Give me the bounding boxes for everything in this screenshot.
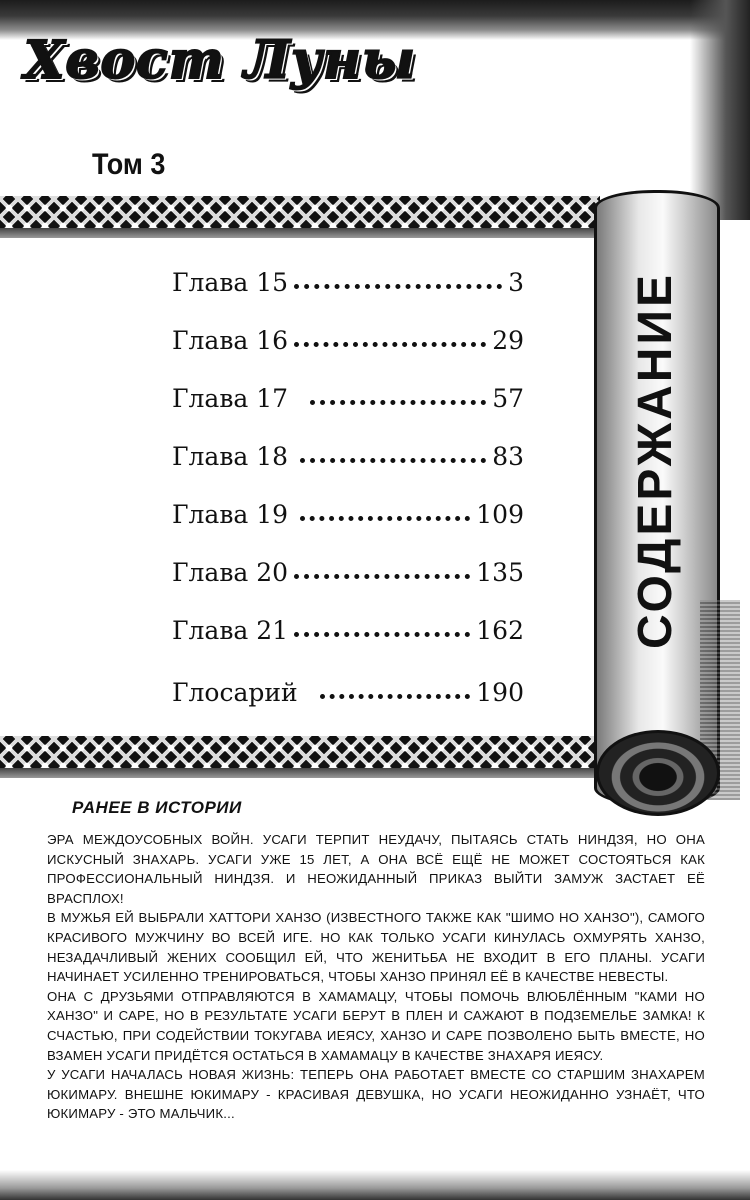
story-paragraph: ЭРА МЕЖДОУСОБНЫХ ВОЙН. УСАГИ ТЕРПИТ НЕУДАЧУ, ПЫТАЯСЬ СТАТЬ НИНДЗЯ, НО ОНА ИСКУСНЫЙ ЗНАХАРЬ. УСАГИ УЖЕ 15 ЛЕТ, А ОНА ВСЁ ЕЩЁ НЕ МОЖЕТ СОСТОЯТЬСЯ КАК ПРОФЕССИОНАЛЬНЫЙ НИНДЗЯ. И НЕОЖИДАННЫЙ ПРИКАЗ ВЫЙТИ ЗАМУЖ ЗАСТАЕТ ЕЁ ВРАСПЛОХ! [47, 832, 705, 906]
toc-page-number: 109 [476, 499, 524, 529]
corner-texture [690, 0, 750, 220]
story-paragraph: У УСАГИ НАЧАЛАСЬ НОВАЯ ЖИЗНЬ: ТЕПЕРЬ ОНА РАБОТАЕТ ВМЕСТЕ СО СТАРШИМ ЗНАХАРЕМ ЮКИМАРУ. ВНЕШНЕ ЮКИМАРУ - КРАСИВАЯ ДЕВУШКА, НО УСАГИ НЕОЖИДАННО УЗНАЁТ, ЧТО ЮКИМАРУ - ЭТО МАЛЬЧИК... [47, 1067, 705, 1122]
series-title: Хвост Луны [24, 30, 416, 91]
toc-page-number: 83 [492, 441, 524, 471]
toc-row-chapter-15[interactable] [172, 262, 524, 302]
toc-leader-dots [300, 458, 486, 463]
toc-row-chapter-17[interactable] [172, 378, 524, 418]
toc-page-number: 135 [476, 557, 524, 587]
toc-leader-dots [300, 516, 470, 521]
toc-label: Глава 17 [172, 383, 289, 413]
volume-number: Том 3 [92, 148, 166, 181]
toc-leader-dots [320, 694, 471, 699]
toc-row-chapter-20[interactable] [172, 552, 524, 592]
toc-row-chapter-21[interactable] [172, 610, 524, 650]
toc-heading [620, 270, 690, 650]
toc-heading-text: СОДЕРЖАНИЕ [628, 271, 682, 649]
toc-row-chapter-18[interactable] [172, 436, 524, 476]
toc-label: Глосарий [172, 677, 298, 707]
story-heading: РАНЕЕ В ИСТОРИИ [72, 798, 242, 817]
toc-page-number: 190 [476, 677, 524, 707]
scroll-roll-end [596, 730, 720, 816]
toc-page-number: 57 [492, 383, 524, 413]
toc-label: Глава 18 [172, 441, 289, 471]
toc-row-chapter-19[interactable] [172, 494, 524, 534]
toc-row-glossary[interactable] [172, 672, 524, 712]
toc-label: Глава 16 [172, 325, 289, 355]
toc-label: Глава 20 [172, 557, 289, 587]
toc-leader-dots [310, 400, 486, 405]
toc-row-chapter-16[interactable] [172, 320, 524, 360]
toc-label: Глава 19 [172, 499, 289, 529]
toc-page-number: 3 [508, 267, 524, 297]
toc-label: Глава 21 [172, 615, 289, 645]
ornament-band-top [0, 196, 600, 238]
bottom-border-texture [0, 1170, 750, 1200]
story-paragraph: В МУЖЬЯ ЕЙ ВЫБРАЛИ ХАТТОРИ ХАНЗО (ИЗВЕСТНОГО ТАКЖЕ КАК "ШИМО НО ХАНЗО"), САМОГО КРАСИВОГО МУЖЧИНУ ВО ВСЕЙ ИГЕ. НО КАК ТОЛЬКО УСАГИ КИНУЛАСЬ ОХМУРЯТЬ ХАНЗО, НЕЗАДАЧЛИВЫЙ ЖЕНИХ СООБЩИЛ ЕЙ, ЧТО ЖЕНИТЬБА НЕ ВХОДИТ В ЕГО ПЛАНЫ. УСАГИ НАЧИНАЕТ УСИЛЕННО ТРЕНИРОВАТЬСЯ, ЧТОБЫ ХАНЗО ПРИНЯЛ ЕЁ В КАЧЕСТВЕ НЕВЕСТЫ. [47, 910, 705, 985]
story-paragraph: ОНА С ДРУЗЬЯМИ ОТПРАВЛЯЮТСЯ В ХАМАМАЦУ, ЧТОБЫ ПОМОЧЬ ВЛЮБЛЁННЫМ "КАМИ НО ХАНЗО" И САРЕ, НО В РЕЗУЛЬТАТЕ УСАГИ БЕРУТ В ПЛЕН И САЖАЮТ В ПОДЗЕМЕЛЬЕ ЗАМКА! К СЧАСТЬЮ, ПРИ СОДЕЙСТВИИ ТОКУГАВА ИЕЯСУ, ХАНЗО И САРЕ ПОЗВОЛЕНО БЫТЬ ВМЕСТЕ, НО ВЗАМЕН УСАГИ ПРИДЁТСЯ ОСТАТЬСЯ В ХАМАМАЦУ В КАЧЕСТВЕ ЗНАХАРЯ ИЕЯСУ. [47, 988, 705, 1063]
toc-leader-dots [294, 574, 470, 579]
toc-page-number: 29 [492, 325, 524, 355]
toc-leader-dots [294, 632, 470, 637]
toc-leader-dots [294, 284, 502, 289]
toc-label: Глава 15 [172, 267, 289, 297]
toc-page-number: 162 [476, 615, 524, 645]
ornament-band-bottom [0, 736, 600, 778]
toc-leader-dots [294, 342, 486, 347]
story-summary [47, 830, 705, 1124]
